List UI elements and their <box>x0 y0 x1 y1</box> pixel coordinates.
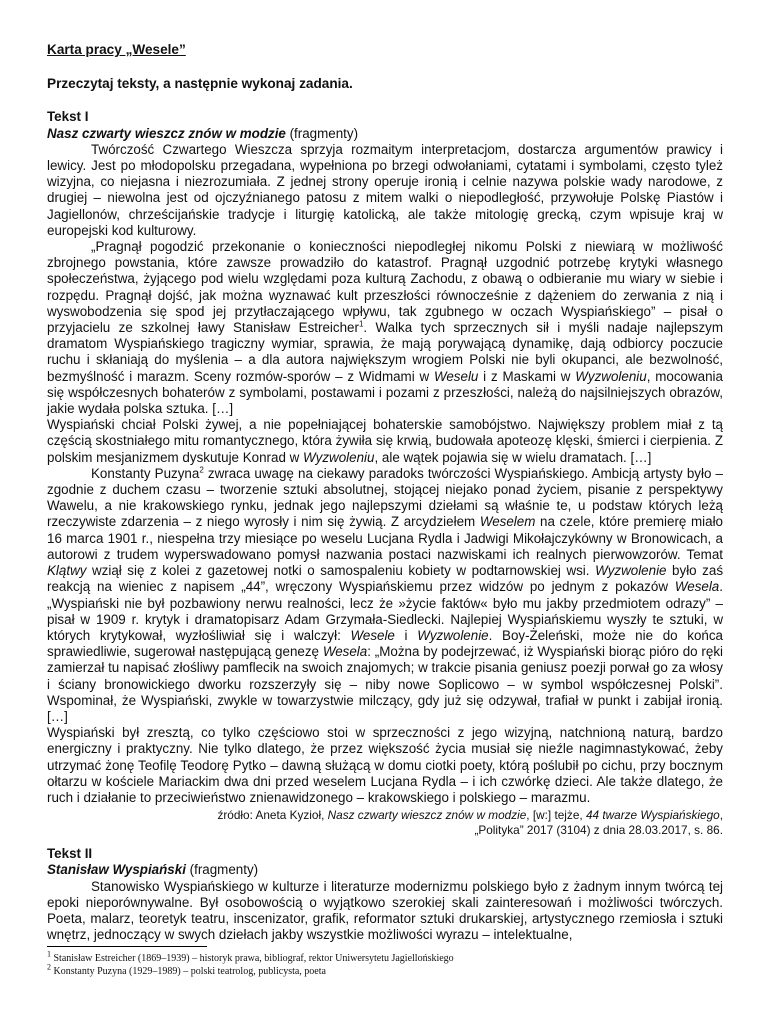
text1-paragraph-2: „Pragnął pogodzić przekonanie o konieczności niepodległej nikomu Polski z niewiarą w możliwość zbrojnego powstania, które zawsze prowadziło do katastrof. Pragnął uzgodnić potrzebę krytyki własnego społeczeństwa, żyjącego pod wielu względami poza kulturą Zachodu, z obawą o odbieranie mu wiary w siebie i rozpędu. Pragnął dojść, jak można wyznawać kult przeszłości równocześnie z dążeniem do zerwania z nią i wyswobodzenia się spod jej przytłaczającego wpływu, tak zgubnego w oczach Wyspiańskiego” – pisał o przyjacielu ze szkolnej ławy Stanisław Estreicher$^1$. Walka tych sprzecznych sił i myśli nadaje najlepszym dramatom Wyspiańskiego tragiczny wymiar, sprawia, że mają porywającą dynamikę, dają odbiorcy poczucie ruchu i skłaniają do myślenia – a dla autora największym wrogiem Polski nie byli okupanci, ale bezwolność, bezmyślność i marazm. Sceny rozmów-sporów – z Widmami w Weselu i z Maskami w Wyzwoleniu, mocowania się współczesnych bohaterów z symbolami, postawami i pozami z przeszłości, należą do najsilniejszych obrazów, jakie wydała polska sztuka. […] <box>47 239 723 417</box>
text2-paragraph-1: Stanowisko Wyspiańskiego w kulturze i literaturze modernizmu polskiego było z żadnym innym twórcą tej epoki nieporównywalne. Był osobowością o wyjątkowo szerokiej skali zainteresowań i możliwości twórczych. Poeta, malarz, teoretyk teatru, inscenizator, grafik, reformator sztuki drukarskiej, artystycznego rzemiosła i sztuki wnętrz, jednoczący w swych dziełach jakby wszystkie możliwości wyrazu – intelektualne, <box>47 878 723 943</box>
text1-paragraph-3: Wyspiański chciał Polski żywej, a nie popełniającej bohaterskie samobójstwo. Największy problem miał z tą częścią skostniałego mitu romantycznego, która żywiła się krwią, budowała apoteozę klęski, śmierci i cierpienia. Z polskim mesjanizmem dyskutuje Konrad w Wyzwoleniu, ale wątek pojawia się w wielu dramatach. […] <box>47 417 723 465</box>
text2-title-note: (fragmenty) <box>185 862 259 878</box>
text2-label: Tekst II <box>47 846 93 862</box>
worksheet-title: Karta pracy „Wesele” <box>47 42 186 57</box>
text1-title <box>47 126 723 142</box>
text1-title-note: (fragmenty) <box>285 125 359 141</box>
text2-title-main: Stanisław Wyspiański <box>47 862 186 878</box>
footnote-1: $^1$ Stanisław Estreicher (1869–1939) – historyk prawa, bibliograf, rektor Uniwersytetu Jagiellońskiego <box>47 949 454 964</box>
footnotes <box>47 946 723 978</box>
footnote-2: $^2$ Konstanty Puzyna (1929–1989) – polski teatrolog, publicysta, poeta <box>47 962 326 977</box>
text1-paragraph-4: Konstanty Puzyna$^2$ zwraca uwagę na ciekawy paradoks twórczości Wyspiańskiego. Ambicją artysty było – zgodnie z duchem czasu – tworzenie sztuki absolutnej, stojącej niejako ponad życiem, pisanie z perspektywy Wawelu, a nie krakowskiego rynku, jednak jego najlepszymi dziełami są właśnie te, u podstaw których leżą rzeczywiste zdarzenia – z niego wyrosły i nim się żywią. Z arcydziełem Weselem na czele, które premierę miało 16 marca 1901 r., niespełna trzy miesiące po weselu Lucjana Rydla i Jadwigi Mikołajczykówny w Bronowicach, a autorowi z trudem wyperswadowano pomysł nazwania postaci nazwiskami ich realnych pierwowzorów. Temat Klątwy wziął się z kolei z gazetowej notki o samospaleniu kobiety w podtarnowskiej wsi. Wyzwolenie było zaś reakcją na wieniec z napisem „44”, wręczony Wyspiańskiemu przez widzów po jednym z pokazów Wesela. „Wyspiański nie był pozbawiony nerwu realności, lecz że »życie faktów« było mu jakby przedmiotem odrazy” – pisał w 1909 r. krytyk i dramatopisarz Adam Grzymała-Siedlecki. Najlepiej Wyspiańskiemu wyszły te sztuki, w których krytykował, wyzłośliwiał się i walczył: Wesele i Wyzwolenie. Boy-Żeleński, może nie do końca sprawiedliwie, sugerował następującą genezę Wesela: „Można by podejrzewać, iż Wyspiański biorąc pióro do ręki zamierzał tu napisać złośliwy pamflecik na swoich znajomych; w trakcie pisania geniusz poezji porwał go za włosy i ściany bronowickiego dworku rozszerzyły się – niby nowe Soplicowo – w symbol współczesnej Polski”. Wspominał, że Wyspiański, zwykle w towarzystwie milczący, gdy już się odzywał, trafiał w punkt i zabijał ironią. […] <box>47 465 724 724</box>
worksheet-instruction: Przeczytaj teksty, a następnie wykonaj zadania. <box>47 76 353 92</box>
footnote-ref-2: 2 <box>199 465 204 475</box>
text1-paragraph-1: Twórczość Czwartego Wieszcza sprzyja rozmaitym interpretacjom, dostarcza argumentów prawicy i lewicy. Jest po młodopolsku przegadana, wypełniona po brzegi odwołaniami, cytatami i symbolami, często tyleż wizyjna, co niejasna i niezrozumiała. Z jednej strony operuje ironią i celnie nazywa polskie wady narodowe, z drugiej – niewolna jest od ojczyźnianego patosu z mitem walki o niepodległość, przywołuje Polskę Piastów i Jagiellonów, chrześcijańskie tradycje i liturgię katolicką, ale także mitologię grecką, czym wpisuje kraj w europejski kod kulturowy. <box>47 141 723 238</box>
text2-title <box>47 862 723 878</box>
footnote-divider <box>47 946 207 947</box>
footnote-ref-1: 1 <box>358 319 364 329</box>
text1-label: Tekst I <box>47 109 89 125</box>
text1-title-main: Nasz czwarty wieszcz znów w modzie <box>47 125 286 141</box>
text1-source: źródło: Aneta Kyzioł, Nasz czwarty wieszcz znów w modzie, [w:] tejże, 44 twarze Wyspiańskiego, „Polityka” 2017 (3104) z dnia 28.03.2017, s. 86. <box>217 808 723 838</box>
text1-paragraph-5: Wyspiański był zresztą, co tylko częściowo stoi w sprzeczności z jego wizyjną, natchnioną naturą, bardzo energiczny i praktyczny. Nie tylko dlatego, że przez większość życia musiał się nieźle nagimnastykować, żeby utrzymać żonę Teofilę Teodorę Pytko – dawną służącą w domu ciotki poety, którą poślubił po cichu, przy bocznym ołtarzu w kościele Mariackim dwa dni przed weselem Lucjana Rydla – i ich czwórkę dzieci. Ale także dlatego, że ruch i działanie to przeciwieństwo znienawidzonego – krakowskiego i polskiego – marazmu. <box>47 725 723 805</box>
worksheet-page <box>47 38 723 943</box>
